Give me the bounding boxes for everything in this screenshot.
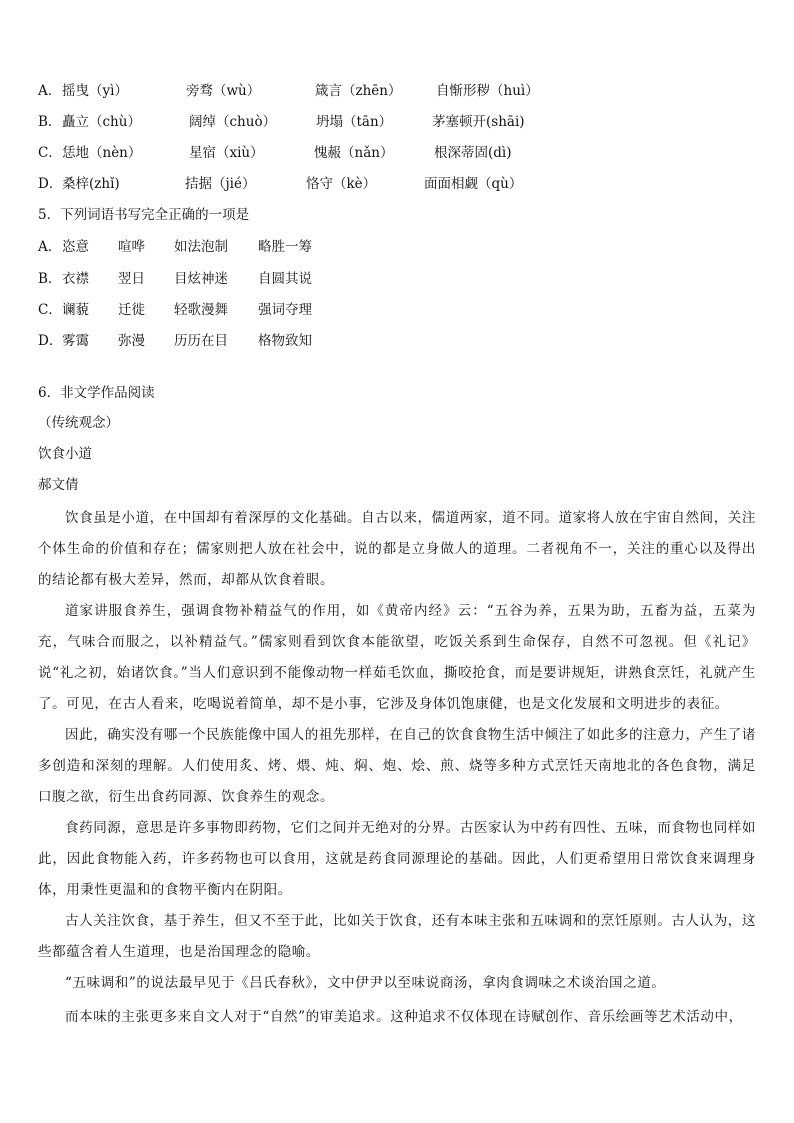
option-item: 强词夺理	[258, 302, 312, 318]
article-paragraph: 因此，确实没有哪一个民族能像中国人的祖先那样，在自己的饮食食物生活中倾注了如此多的注意力，产生了诸多创造和深刻的理解。人们使用炙、烤、煨、炖、焖、炮、烩、煎、烧等多种方式烹饪天南地北的各色食物，满足口腹之欲，衍生出食药同源、饮食养生的观念。	[38, 727, 756, 805]
option-item: 愧赧（nǎn）	[314, 145, 394, 161]
option-item: 格物致知	[258, 333, 312, 349]
option-item: 轻歌漫舞	[174, 302, 228, 318]
article-paragraph: 古人关注饮食，基于养生，但又不至于此，比如关于饮食，还有本味主张和五味调和的烹饪原则。古人认为，这些都蕴含着人生道理，也是治国理念的隐喻。	[38, 913, 756, 960]
option-item: 目炫神迷	[174, 271, 228, 287]
article-paragraph: 道家讲服食养生，强调食物补精益气的作用，如《黄帝内经》云：“五谷为养，五果为助，五畜为益，五菜为充，气味合而服之，以补精益气。”儒家则看到饮食本能欲望，吃饭关系到生命保存，自然不可忽视。但《礼记》说“礼之初，始诸饮食。”当人们意识到不能像动物一样茹毛饮血，撕咬抢食，而是要讲规矩，讲熟食烹饪，礼就产生了。可见，在古人看来，吃喝说着简单，却不是小事，它涉及身体饥饱康健，也是文化发展和文明进步的表征。	[38, 603, 756, 712]
option-item: 矗立（chù）	[62, 114, 141, 130]
article-paragraph: 食药同源，意思是许多事物即药物，它们之间并无绝对的分界。古医家认为中药有四性、五味，而食物也同样如此，因此食物能入药，许多药物也可以食用，这就是药食同源理论的基础。因此，人们更希望用日常饮食来调理身体，用秉性更温和的食物平衡内在阴阳。	[38, 820, 756, 898]
option-item: 略胜一筹	[258, 239, 312, 255]
article-title: 饮食小道	[38, 446, 92, 462]
option-label: C．	[38, 302, 62, 318]
option-item: 摇曳（yì）	[62, 83, 128, 99]
option-item: 自惭形秽（huì）	[436, 83, 539, 99]
option-item: 迁徙	[118, 302, 145, 318]
option-item: 坍塌（tān）	[316, 114, 393, 130]
option-label: C．	[38, 145, 62, 161]
option-item: 桑梓(zhǐ)	[62, 176, 120, 192]
q6-heading: 6．非文学作品阅读	[38, 385, 155, 401]
option-label: D．	[38, 333, 63, 349]
option-item: 星宿（xiù）	[189, 145, 264, 161]
option-item: 茅塞顿开(shāi)	[432, 114, 525, 130]
option-item: 谰藐	[62, 302, 89, 318]
option-item: 旁骛（wù）	[186, 83, 261, 99]
article-paragraph: 而本味的主张更多来自文人对于“自然”的审美追求。这种追求不仅体现在诗赋创作、音乐绘画等艺术活动中，	[65, 1009, 743, 1025]
option-item: 雾霭	[62, 333, 89, 349]
option-item: 如法泡制	[174, 239, 228, 255]
option-item: 自圆其说	[258, 271, 312, 287]
option-item: 衣襟	[62, 271, 89, 287]
option-item: 恁地（nèn）	[62, 145, 142, 161]
option-item: 拮据（jié）	[185, 176, 256, 192]
option-item: 根深蒂固(dì)	[434, 145, 512, 161]
option-item: 面面相觑（qù）	[424, 176, 523, 192]
option-label: B．	[38, 114, 62, 130]
option-item: 历历在目	[174, 333, 228, 349]
option-label: A．	[38, 239, 62, 255]
option-item: 恣意	[62, 239, 89, 255]
option-label: D．	[38, 176, 63, 192]
option-item: 阔绰（chuò）	[189, 114, 277, 130]
article-paragraph: 饮食虽是小道，在中国却有着深厚的文化基础。自古以来，儒道两家，道不同。道家将人放在宇宙自然间，关注个体生命的价值和存在；儒家则把人放在社会中，说的都是立身做人的道理。二者视角不一，关注的重心以及得出的结论都有极大差异，然而，却都从饮食着眼。	[38, 510, 756, 588]
q6-subheading: （传统观念）	[38, 415, 119, 431]
option-item: 翌日	[118, 271, 145, 287]
option-item: 箴言（zhēn）	[315, 83, 402, 99]
option-item: 恪守（kè）	[306, 176, 377, 192]
option-item: 喧哗	[118, 239, 145, 255]
option-label: B．	[38, 271, 62, 287]
article-paragraph: “五味调和”的说法最早见于《吕氏春秋》，文中伊尹以至味说商汤，拿肉食调味之术谈治国之道。	[65, 975, 666, 991]
option-label: A．	[38, 83, 62, 99]
option-item: 弥漫	[118, 333, 145, 349]
article-author: 郝文倩	[38, 477, 79, 493]
q5-stem: 5．下列词语书写完全正确的一项是	[38, 207, 250, 223]
